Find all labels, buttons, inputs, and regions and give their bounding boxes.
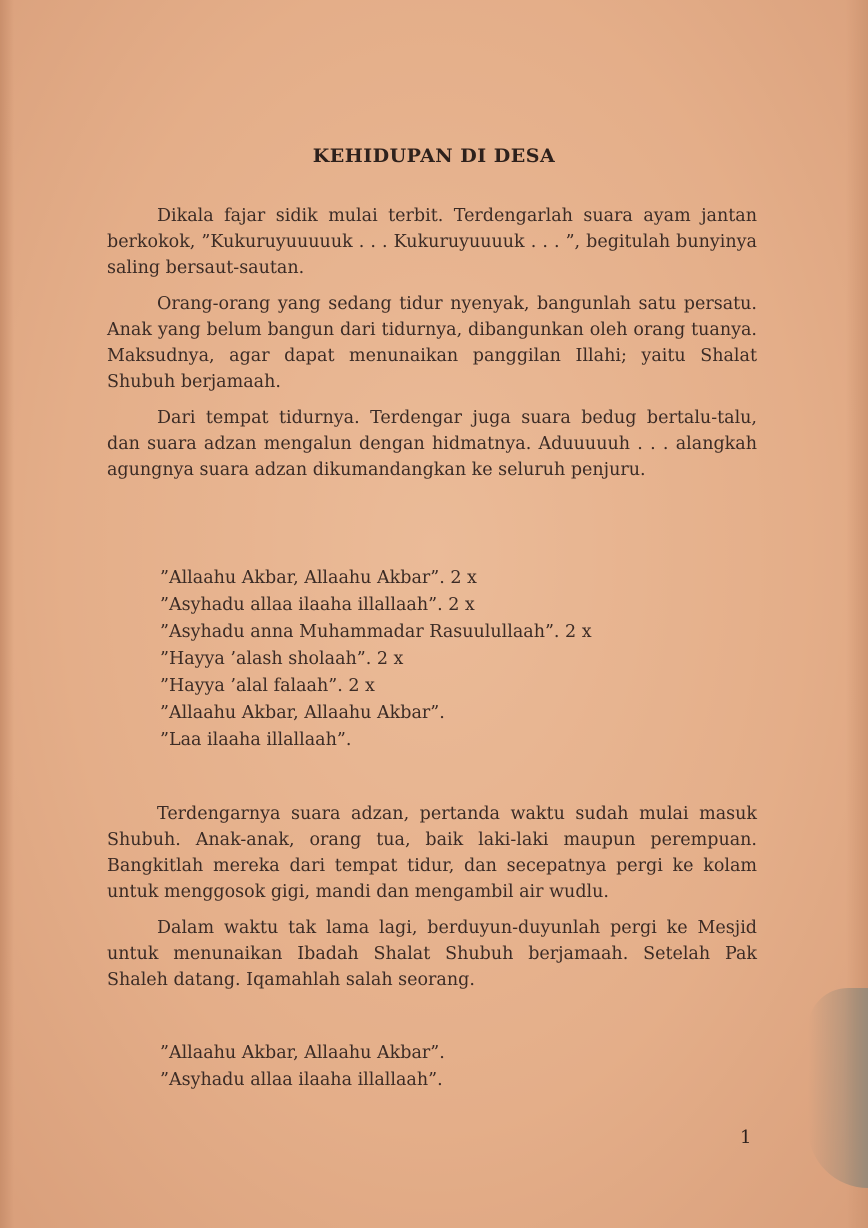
chapter-title: KEHIDUPAN DI DESA <box>312 145 556 167</box>
page-corner-wear <box>808 988 868 1188</box>
verse-line: ”Hayya ’alash sholaah”. 2 x <box>160 649 404 669</box>
verse-line: ”Asyhadu allaa ilaaha illallaah”. <box>160 1070 443 1090</box>
paragraph: Orang-orang yang sedang tidur nyenyak, bangunlah satu persatu. Anak yang belum bangun dari tidurnya, dibangunkan oleh orang tuanya. Maksudnya, agar dapat menunaikan panggilan Illahi; yaitu Shalat Shubuh berjamaah. <box>107 294 757 392</box>
verse-line: ”Hayya ’alal falaah”. 2 x <box>160 676 375 696</box>
paragraph: Dikala fajar sidik mulai terbit. Terdengarlah suara ayam jantan berkokok, ”Kukuruyuuuuuk . . . Kukuruyuuuuk . . . ”, begitulah bunyinya saling bersaut-sautan. <box>107 206 757 278</box>
verse-line: ”Allaahu Akbar, Allaahu Akbar”. 2 x <box>160 568 477 588</box>
page-number: 1 <box>740 1127 752 1148</box>
subuh-section <box>107 801 757 1003</box>
verse-line: ”Asyhadu allaa ilaaha illallaah”. 2 x <box>160 595 475 615</box>
paragraph: Dalam waktu tak lama lagi, berduyun-duyunlah pergi ke Mesjid untuk menunaikan Ibadah Shalat Shubuh berjamaah. Setelah Pak Shaleh datang. Iqamahlah salah seorang. <box>107 918 757 990</box>
paragraph: Terdengarnya suara adzan, pertanda waktu sudah mulai masuk Shubuh. Anak-anak, orang tua, baik laki-laki maupun perempuan. Bangkitlah mereka dari tempat tidur, dan secepatnya pergi ke kolam untuk menggosok gigi, mandi dan mengambil air wudlu. <box>107 804 757 902</box>
verse-line: ”Allaahu Akbar, Allaahu Akbar”. <box>160 1043 445 1063</box>
verse-line: ”Allaahu Akbar, Allaahu Akbar”. <box>160 703 445 723</box>
verse-line: ”Laa ilaaha illallaah”. <box>160 730 352 750</box>
paragraph: Dari tempat tidurnya. Terdengar juga suara bedug bertalu-talu, dan suara adzan mengalun dengan hidmatnya. Aduuuuuh . . . alangkah agungnya suara adzan dikumandangkan ke seluruh penjuru. <box>107 408 757 480</box>
intro-section <box>107 203 757 493</box>
verse-line: ”Asyhadu anna Muhammadar Rasuulullaah”. 2 x <box>160 622 592 642</box>
adzan-verses <box>160 565 720 754</box>
iqamah-verses <box>160 1040 720 1094</box>
page-edge-shadow-left <box>0 0 14 1228</box>
